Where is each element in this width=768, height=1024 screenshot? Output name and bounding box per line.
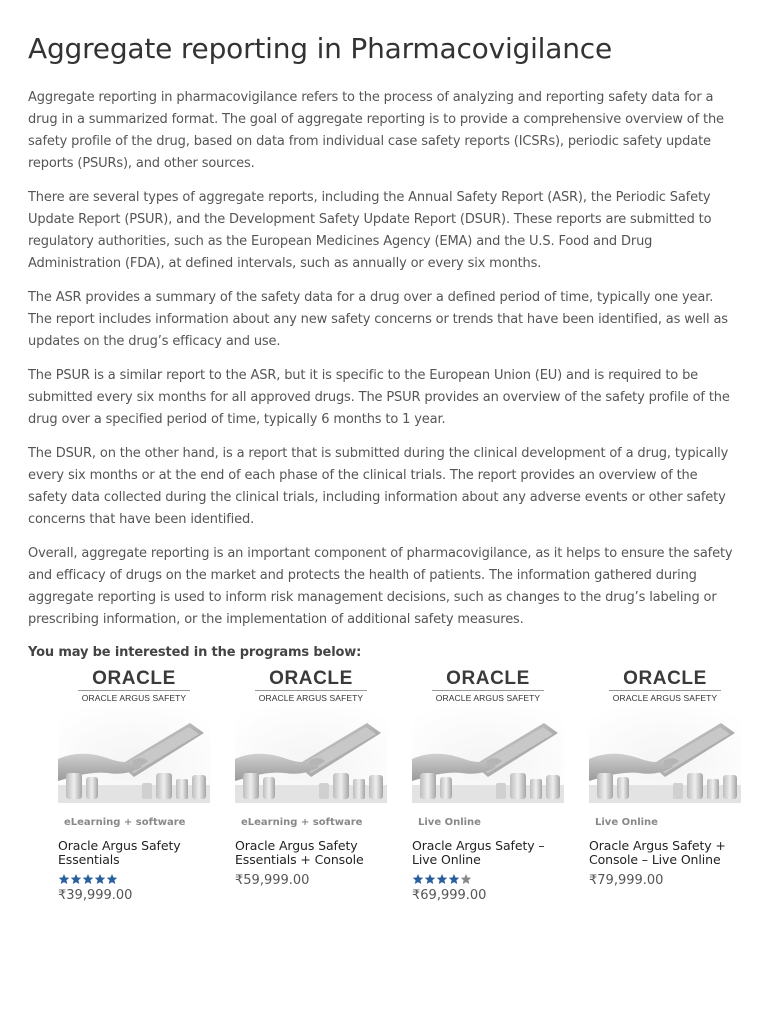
logo-divider — [255, 690, 367, 691]
tablet-hand-photo — [412, 707, 564, 803]
star-rating — [412, 873, 564, 885]
programs-heading: You may be interested in the programs below: — [28, 645, 362, 660]
product-thumbnail[interactable] — [589, 663, 741, 805]
oracle-logo: ORACLE — [446, 668, 530, 689]
thumbnail-subtitle: ORACLE ARGUS SAFETY — [81, 693, 187, 703]
oracle-logo: ORACLE — [92, 668, 176, 689]
article-body — [28, 87, 740, 631]
product-category: Live Online — [418, 817, 481, 828]
article-paragraph: Aggregate reporting in pharmacovigilance refers to the process of analyzing and reporting safety data for a drug in a summarized format. The goal of aggregate reporting is to provide a comprehensive overview of the safety profile of the drug, based on data from individual case safety reports (ICSRs), periodic safety update reports (PSURs), and other sources. — [28, 90, 724, 171]
logo-divider — [609, 690, 721, 691]
star-icon — [94, 873, 106, 885]
product-title-link[interactable]: Oracle Argus Safety Essentials — [58, 838, 181, 867]
logo-divider — [78, 690, 190, 691]
product-thumbnail[interactable] — [412, 663, 564, 805]
product-price: ₹59,999.00 — [235, 873, 310, 888]
article-paragraph: The ASR provides a summary of the safety data for a drug over a defined period of time, typically one year. The report includes information about any new safety concerns or trends that have been identified, as well as updates on the drug’s efficacy and use. — [28, 290, 728, 349]
product-title-link[interactable]: Oracle Argus Safety – Live Online — [412, 838, 545, 867]
star-icon — [58, 873, 70, 885]
star-icon — [412, 873, 424, 885]
product-category: eLearning + software — [241, 817, 363, 828]
product-price: ₹69,999.00 — [412, 888, 487, 903]
star-icon — [82, 873, 94, 885]
thumbnail-subtitle: ORACLE ARGUS SAFETY — [258, 693, 364, 703]
star-icon — [448, 873, 460, 885]
product-price: ₹79,999.00 — [589, 873, 664, 888]
page-title: Aggregate reporting in Pharmacovigilance — [28, 32, 612, 65]
tablet-hand-photo — [58, 707, 210, 803]
product-price: ₹39,999.00 — [58, 888, 133, 903]
product-grid — [58, 663, 740, 904]
oracle-logo: ORACLE — [623, 668, 707, 689]
product-thumbnail[interactable] — [235, 663, 387, 805]
product-title-link[interactable]: Oracle Argus Safety + Console – Live Online — [589, 838, 726, 867]
product-card-argus-live-online[interactable] — [412, 663, 564, 904]
star-icon — [424, 873, 436, 885]
product-card-argus-console-live-online[interactable] — [589, 663, 741, 904]
thumbnail-subtitle: ORACLE ARGUS SAFETY — [435, 693, 541, 703]
product-category: Live Online — [595, 817, 658, 828]
star-rating — [58, 873, 210, 885]
product-card-argus-essentials-console[interactable] — [235, 663, 387, 904]
product-card-argus-essentials[interactable] — [58, 663, 210, 904]
tablet-hand-photo — [235, 707, 387, 803]
article-paragraph: There are several types of aggregate reports, including the Annual Safety Report (ASR), the Periodic Safety Update Report (PSUR), and the Development Safety Update Report (DSUR). These reports are submitted to regulatory authorities, such as the European Medicines Agency (EMA) and the U.S. Food and Drug Administration (FDA), at defined intervals, such as annually or every six months. — [28, 190, 712, 271]
star-icon — [70, 873, 82, 885]
logo-divider — [432, 690, 544, 691]
star-icon — [106, 873, 118, 885]
thumbnail-subtitle: ORACLE ARGUS SAFETY — [612, 693, 718, 703]
product-title-link[interactable]: Oracle Argus Safety Essentials + Console — [235, 838, 364, 867]
star-icon — [460, 873, 472, 885]
product-thumbnail[interactable] — [58, 663, 210, 805]
tablet-hand-photo — [589, 707, 741, 803]
article-paragraph: The PSUR is a similar report to the ASR, but it is specific to the European Union (EU) and is required to be submitted every six months for all approved drugs. The PSUR provides an overview of the safety profile of the drug over a specified period of time, typically 6 months to 1 year. — [28, 368, 730, 427]
article-paragraph: The DSUR, on the other hand, is a report that is submitted during the clinical development of a drug, typically every six months or at the end of each phase of the clinical trials. The report provides an overview of the safety data collected during the clinical trials, including information about any adverse events or other safety concerns that have been identified. — [28, 446, 729, 527]
article-paragraph: Overall, aggregate reporting is an important component of pharmacovigilance, as it helps to ensure the safety and efficacy of drugs on the market and protects the health of patients. The information gathered during aggregate reporting is used to inform risk management decisions, such as changes to the drug’s labeling or prescribing information, or the implementation of additional safety measures. — [28, 546, 733, 627]
oracle-logo: ORACLE — [269, 668, 353, 689]
product-category: eLearning + software — [64, 817, 186, 828]
star-icon — [436, 873, 448, 885]
